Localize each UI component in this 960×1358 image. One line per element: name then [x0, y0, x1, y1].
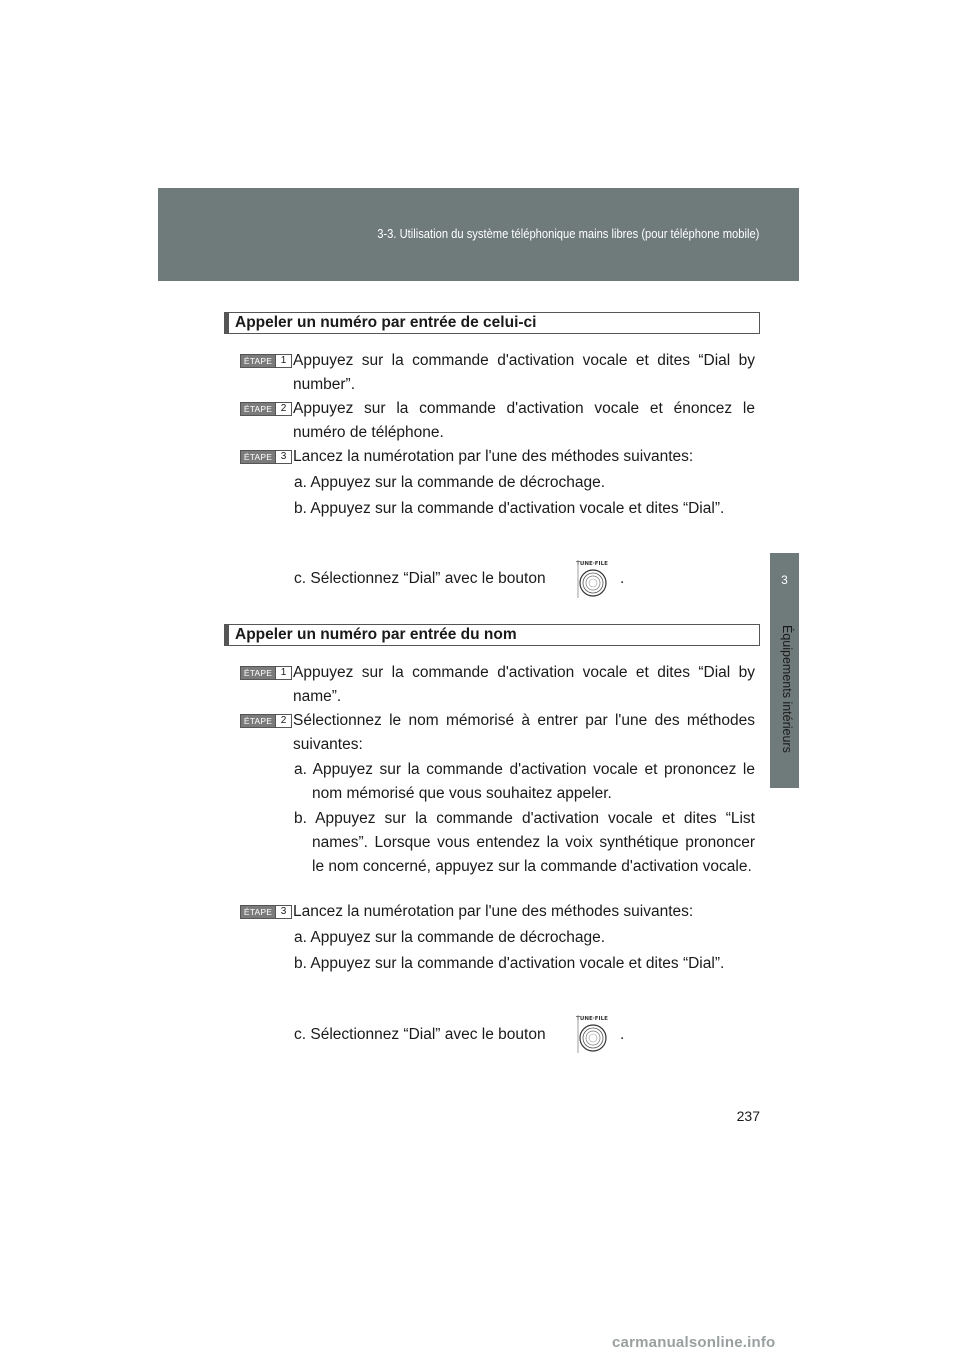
- step-text: Appuyez sur la commande d'activation vocale et dites “Dial by name”.: [293, 664, 755, 705]
- sub-suffix: .: [620, 1026, 625, 1043]
- chapter-number: 3: [781, 573, 788, 587]
- chapter-header-band: [158, 188, 799, 281]
- step-text: Appuyez sur la commande d'activation vocale et dites “Dial by number”.: [293, 352, 755, 393]
- tune-file-knob-icon: [575, 558, 609, 600]
- sub-suffix: .: [620, 570, 625, 587]
- step-badge: ÉTAPE 2: [240, 714, 292, 728]
- step-item: [240, 661, 755, 709]
- step-badge: ÉTAPE 1: [240, 354, 292, 368]
- step-badge: ÉTAPE 1: [240, 666, 292, 680]
- step-item: [240, 349, 755, 397]
- sub-item: a. Appuyez sur la commande de décrochage.: [294, 929, 606, 946]
- sub-item: b. Appuyez sur la commande d'activation vocale et dites “List names”. Lorsque vous entendez la voix synthétique prononcer le nom concerné, appuyez sur la commande d'activation vocale.: [294, 810, 755, 875]
- chapter-title: 3-3. Utilisation du système téléphonique mains libres (pour téléphone mobile): [376, 226, 759, 241]
- step-text: Sélectionnez le nom mémorisé à entrer par l'une des méthodes suivantes:: [293, 712, 755, 753]
- sub-item: a. Appuyez sur la commande d'activation vocale et prononcez le nom mémorisé que vous souhaitez appeler.: [294, 761, 755, 802]
- section-heading-dial-number: Appeler un numéro par entrée de celui-ci: [224, 312, 760, 334]
- step-text: Lancez la numérotation par l'une des méthodes suivantes:: [293, 448, 694, 465]
- step-item: [240, 397, 755, 445]
- sub-item: a. Appuyez sur la commande de décrochage.: [294, 474, 606, 491]
- svg-text:TUNE·FILE: TUNE·FILE: [576, 561, 608, 567]
- svg-text:TUNE·FILE: TUNE·FILE: [576, 1016, 608, 1022]
- step-item: [240, 900, 755, 924]
- chapter-side-label: Équipements intérieurs: [780, 625, 794, 753]
- step-badge: ÉTAPE 2: [240, 402, 292, 416]
- tune-file-knob-icon: [575, 1013, 609, 1055]
- step-badge: ÉTAPE 3: [240, 905, 292, 919]
- sub-item: c. Sélectionnez “Dial” avec le bouton: [294, 570, 546, 587]
- step-text: Appuyez sur la commande d'activation vocale et énoncez le numéro de téléphone.: [293, 400, 755, 441]
- step-item: [240, 709, 755, 757]
- page-number: 237: [736, 1108, 760, 1124]
- step-item: [240, 445, 755, 469]
- sub-item: c. Sélectionnez “Dial” avec le bouton: [294, 1026, 546, 1043]
- step-text: Lancez la numérotation par l'une des méthodes suivantes:: [293, 903, 694, 920]
- watermark: carmanualsonline.info: [612, 1334, 776, 1351]
- step-badge: ÉTAPE 3: [240, 450, 292, 464]
- section-heading-dial-name: Appeler un numéro par entrée du nom: [224, 624, 760, 646]
- sub-item: b. Appuyez sur la commande d'activation vocale et dites “Dial”.: [294, 955, 725, 972]
- sub-item: b. Appuyez sur la commande d'activation vocale et dites “Dial”.: [294, 500, 725, 517]
